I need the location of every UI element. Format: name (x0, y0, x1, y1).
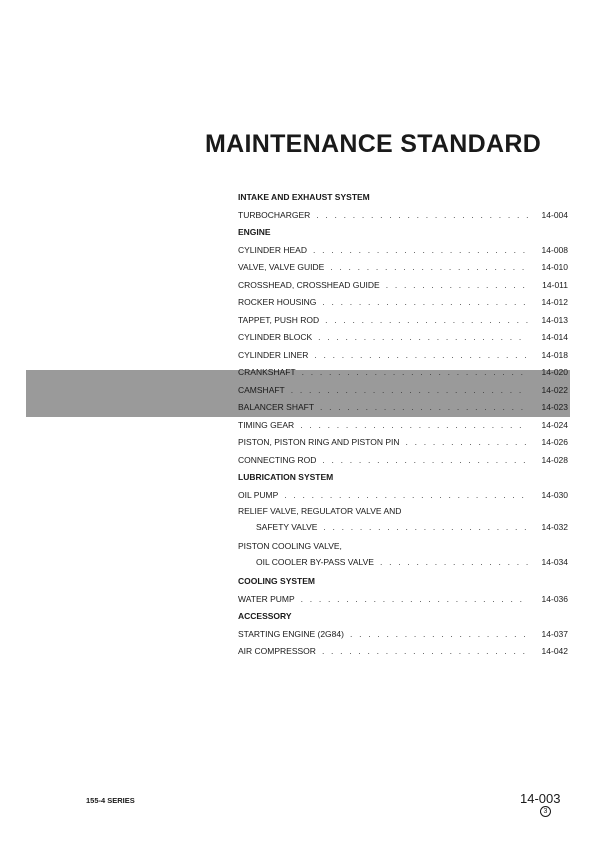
leader-dots (386, 277, 528, 295)
leader-dots (301, 591, 528, 609)
toc-entry-valve-guide[interactable] (238, 259, 568, 277)
toc-entry-continuation (238, 554, 568, 572)
toc-entry-balancer-shaft[interactable] (238, 399, 568, 417)
toc-entry-continuation (238, 519, 568, 537)
toc-entry-page: 14-026 (541, 437, 568, 447)
toc-entry-page: 14-010 (541, 262, 568, 272)
page-number: 14-003 (520, 791, 561, 806)
leader-dots (284, 487, 528, 505)
toc-entry-crankshaft[interactable] (238, 364, 568, 382)
leader-dots (300, 417, 528, 435)
toc-entry-label: BALANCER SHAFT (238, 402, 315, 412)
page-title: MAINTENANCE STANDARD (205, 130, 542, 158)
toc-entry-label-line2: SAFETY VALVE (256, 522, 318, 532)
toc-entry-label: CAMSHAFT (238, 384, 285, 395)
leader-dots (406, 434, 528, 452)
toc-entry-page: 14-018 (541, 349, 568, 360)
leader-dots (330, 259, 528, 277)
toc-entry-page: 14-023 (541, 402, 568, 412)
leader-dots (318, 329, 528, 347)
toc-entry-rocker-housing[interactable] (238, 294, 568, 312)
toc-entry-label-line1: RELIEF VALVE, REGULATOR VALVE AND (238, 506, 402, 516)
toc-entry-piston-cooling-valve[interactable] (238, 539, 568, 572)
toc-entry-page: 14-022 (541, 384, 568, 395)
leader-dots (323, 519, 528, 537)
toc-entry-label: STARTING ENGINE (2G84) (238, 628, 344, 639)
toc-entry-label: AIR COMPRESSOR (238, 646, 316, 656)
section-heading-lubrication: LUBRICATION SYSTEM (238, 472, 334, 482)
leader-dots (325, 312, 528, 330)
toc-entry-label: CYLINDER HEAD (238, 244, 307, 255)
toc-entry-timing-gear[interactable] (238, 417, 568, 435)
toc-entry-page: 14-036 (541, 593, 568, 604)
toc-entry-piston[interactable] (238, 434, 568, 452)
toc-entry-camshaft[interactable] (238, 382, 568, 400)
leader-dots (316, 207, 528, 225)
leader-dots (314, 347, 528, 365)
toc-entry-label-line2: OIL COOLER BY-PASS VALVE (256, 556, 374, 567)
toc-entry-cylinder-liner[interactable] (238, 347, 568, 365)
toc-entry-relief-valve[interactable] (238, 504, 568, 537)
leader-dots (380, 554, 528, 572)
toc-entry-page: 14-014 (541, 332, 568, 342)
leader-dots (350, 626, 528, 644)
toc-entry-cylinder-block[interactable] (238, 329, 568, 347)
section-heading-intake-exhaust: INTAKE AND EXHAUST SYSTEM (238, 192, 370, 202)
toc-entry-crosshead[interactable] (238, 277, 568, 295)
toc-entry-oil-pump[interactable] (238, 487, 568, 505)
toc-entry-label: CYLINDER BLOCK (238, 332, 313, 342)
section-heading-engine: ENGINE (238, 227, 271, 237)
toc-entry-label: TIMING GEAR (238, 419, 295, 430)
table-of-contents (238, 189, 568, 661)
toc-entry-page: 14-004 (541, 209, 568, 220)
leader-dots (320, 399, 528, 417)
section-heading-cooling: COOLING SYSTEM (238, 576, 315, 586)
toc-entry-page: 14-030 (541, 489, 568, 500)
toc-entry-cylinder-head[interactable] (238, 242, 568, 260)
leader-dots (322, 643, 528, 661)
toc-entry-air-compressor[interactable] (238, 643, 568, 661)
series-label: 155-4 SERIES (86, 796, 135, 805)
leader-dots (322, 452, 528, 470)
toc-entry-page: 14-042 (541, 646, 568, 656)
toc-entry-water-pump[interactable] (238, 591, 568, 609)
leader-dots (291, 382, 528, 400)
toc-entry-label: CROSSHEAD, CROSSHEAD GUIDE (238, 279, 380, 290)
toc-entry-label: VALVE, VALVE GUIDE (238, 262, 325, 272)
toc-entry-page: 14-012 (541, 297, 568, 307)
toc-entry-label: TURBOCHARGER (238, 209, 311, 220)
toc-entry-label: PISTON, PISTON RING AND PISTON PIN (238, 437, 400, 447)
toc-entry-page: 14-020 (541, 367, 568, 377)
leader-dots (322, 294, 528, 312)
toc-entry-label: TAPPET, PUSH ROD (238, 314, 320, 325)
toc-entry-label: CYLINDER LINER (238, 349, 309, 360)
toc-entry-label: CONNECTING ROD (238, 454, 317, 465)
toc-entry-connecting-rod[interactable] (238, 452, 568, 470)
toc-entry-label-line1: PISTON COOLING VALVE, (238, 540, 342, 551)
toc-entry-page: 14-011 (542, 279, 568, 290)
toc-entry-label: OIL PUMP (238, 489, 279, 500)
toc-entry-label: ROCKER HOUSING (238, 297, 317, 307)
toc-entry-page: 14-024 (541, 419, 568, 430)
toc-entry-starting-engine[interactable] (238, 626, 568, 644)
toc-entry-turbocharger[interactable] (238, 207, 568, 225)
leader-dots (302, 364, 528, 382)
toc-entry-page: 14-008 (541, 244, 568, 255)
toc-entry-page: 14-032 (541, 522, 568, 532)
toc-entry-page: 14-013 (541, 314, 568, 325)
leader-dots (313, 242, 528, 260)
toc-entry-label: CRANKSHAFT (238, 367, 296, 377)
toc-entry-label: WATER PUMP (238, 593, 295, 604)
toc-entry-page: 14-028 (541, 454, 568, 465)
toc-entry-tappet-push-rod[interactable] (238, 312, 568, 330)
section-heading-accessory: ACCESSORY (238, 611, 292, 621)
revision-mark: 3 (540, 806, 551, 817)
toc-entry-page: 14-037 (541, 628, 568, 639)
toc-entry-page: 14-034 (541, 556, 568, 567)
